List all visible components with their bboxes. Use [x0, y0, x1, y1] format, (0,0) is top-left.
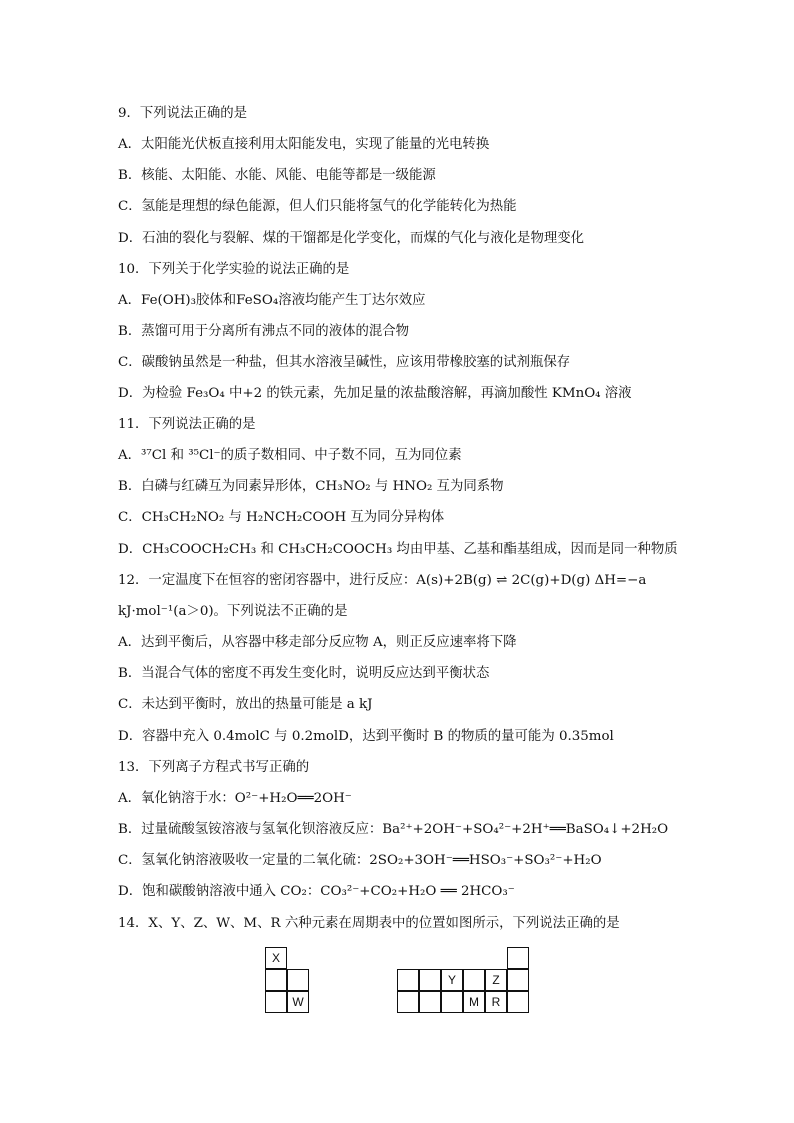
- question-11-option-a: A．³⁷Cl 和 ³⁵Cl⁻的质子数相同、中子数不同，互为同位素: [118, 448, 462, 463]
- question-10-option-a: A．Fe(OH)₃胶体和FeSO₄溶液均能产生丁达尔效应: [118, 293, 426, 308]
- cell-r3-14: [419, 991, 441, 1013]
- question-12-option-c: C．未达到平衡时，放出的热量可能是 a kJ: [118, 697, 373, 712]
- question-10-option-c: C．碳酸钠虽然是一种盐，但其水溶液呈碱性，应该用带橡胶塞的试剂瓶保存: [118, 355, 571, 370]
- cell-r3-1: [265, 991, 287, 1013]
- question-9-stem: 9．下列说法正确的是: [118, 106, 248, 121]
- question-9-option-c: C．氢能是理想的绿色能源，但人们只能将氢气的化学能转化为热能: [118, 199, 517, 214]
- question-13-option-c: C．氢氧化钠溶液吸收一定量的二氧化硫：2SO₂+3OH⁻══HSO₃⁻+SO₃²⁻+H₂O: [118, 853, 602, 868]
- question-9-option-b: B．核能、太阳能、水能、风能、电能等都是一级能源: [118, 168, 436, 183]
- question-13-option-a: A．氧化钠溶于水：O²⁻+H₂O══2OH⁻: [118, 791, 352, 806]
- question-9-option-a: A．太阳能光伏板直接利用太阳能发电，实现了能量的光电转换: [118, 137, 490, 152]
- cell-r3-13: [397, 991, 419, 1013]
- question-13-option-b: B．过量硫酸氢铵溶液与氢氧化钡溶液反应：Ba²⁺+2OH⁻+SO₄²⁻+2H⁺══BaSO₄↓+2H₂O: [118, 822, 669, 837]
- cell-r3-15: [441, 991, 463, 1013]
- cell-z: Z: [485, 969, 507, 991]
- periodic-table-diagram: [265, 947, 529, 1013]
- question-14-stem: 14．X、Y、Z、W、M、R 六种元素在周期表中的位置如图所示，下列说法正确的是: [118, 916, 620, 931]
- cell-r3-18: [507, 991, 529, 1013]
- question-12-stem: 12．一定温度下在恒容的密闭容器中，进行反应：A(s)+2B(g) ⇌ 2C(g)+D(g) ΔH=−a: [118, 573, 647, 588]
- question-10-option-b: B．蒸馏可用于分离所有沸点不同的液体的混合物: [118, 324, 410, 339]
- question-11-option-b: B．白磷与红磷互为同素异形体，CH₃NO₂ 与 HNO₂ 互为同系物: [118, 479, 504, 494]
- cell-y: Y: [441, 969, 463, 991]
- cell-w: W: [287, 991, 309, 1013]
- question-13-stem: 13．下列离子方程式书写正确的: [118, 760, 310, 775]
- question-11-option-d: D．CH₃COOCH₂CH₃ 和 CH₃CH₂COOCH₃ 均由甲基、乙基和酯基组成，因而是同一种物质: [118, 542, 678, 557]
- cell-r2-14: [419, 969, 441, 991]
- cell-r2-2: [287, 969, 309, 991]
- question-13-option-d: D．饱和碳酸钠溶液中通入 CO₂：CO₃²⁻+CO₂+H₂O ══ 2HCO₃⁻: [118, 884, 515, 899]
- cell-r2-16: [463, 969, 485, 991]
- cell-x: X: [265, 947, 287, 969]
- cell-r2-13: [397, 969, 419, 991]
- question-10-option-d: D．为检验 Fe₃O₄ 中+2 的铁元素，先加足量的浓盐酸溶解，再滴加酸性 KMnO₄ 溶液: [118, 386, 632, 401]
- question-11-stem: 11．下列说法正确的是: [118, 417, 256, 432]
- question-12-option-a: A．达到平衡后，从容器中移走部分反应物 A，则正反应速率将下降: [118, 635, 517, 650]
- cell-r2-1: [265, 969, 287, 991]
- question-11-option-c: C．CH₃CH₂NO₂ 与 H₂NCH₂COOH 互为同分异构体: [118, 510, 445, 525]
- question-10-stem: 10．下列关于化学实验的说法正确的是: [118, 262, 350, 277]
- cell-m: M: [463, 991, 485, 1013]
- question-9-option-d: D．石油的裂化与裂解、煤的干馏都是化学变化，而煤的气化与液化是物理变化: [118, 231, 585, 246]
- question-12-stem-continued: kJ·mol⁻¹(a＞0)。下列说法不正确的是: [118, 604, 348, 619]
- cell-r2-18: [507, 969, 529, 991]
- cell-group18-row1: [507, 947, 529, 969]
- cell-r: R: [485, 991, 507, 1013]
- question-12-option-b: B．当混合气体的密度不再发生变化时，说明反应达到平衡状态: [118, 666, 490, 681]
- question-12-option-d: D．容器中充入 0.4molC 与 0.2molD，达到平衡时 B 的物质的量可能为 0.35mol: [118, 729, 614, 744]
